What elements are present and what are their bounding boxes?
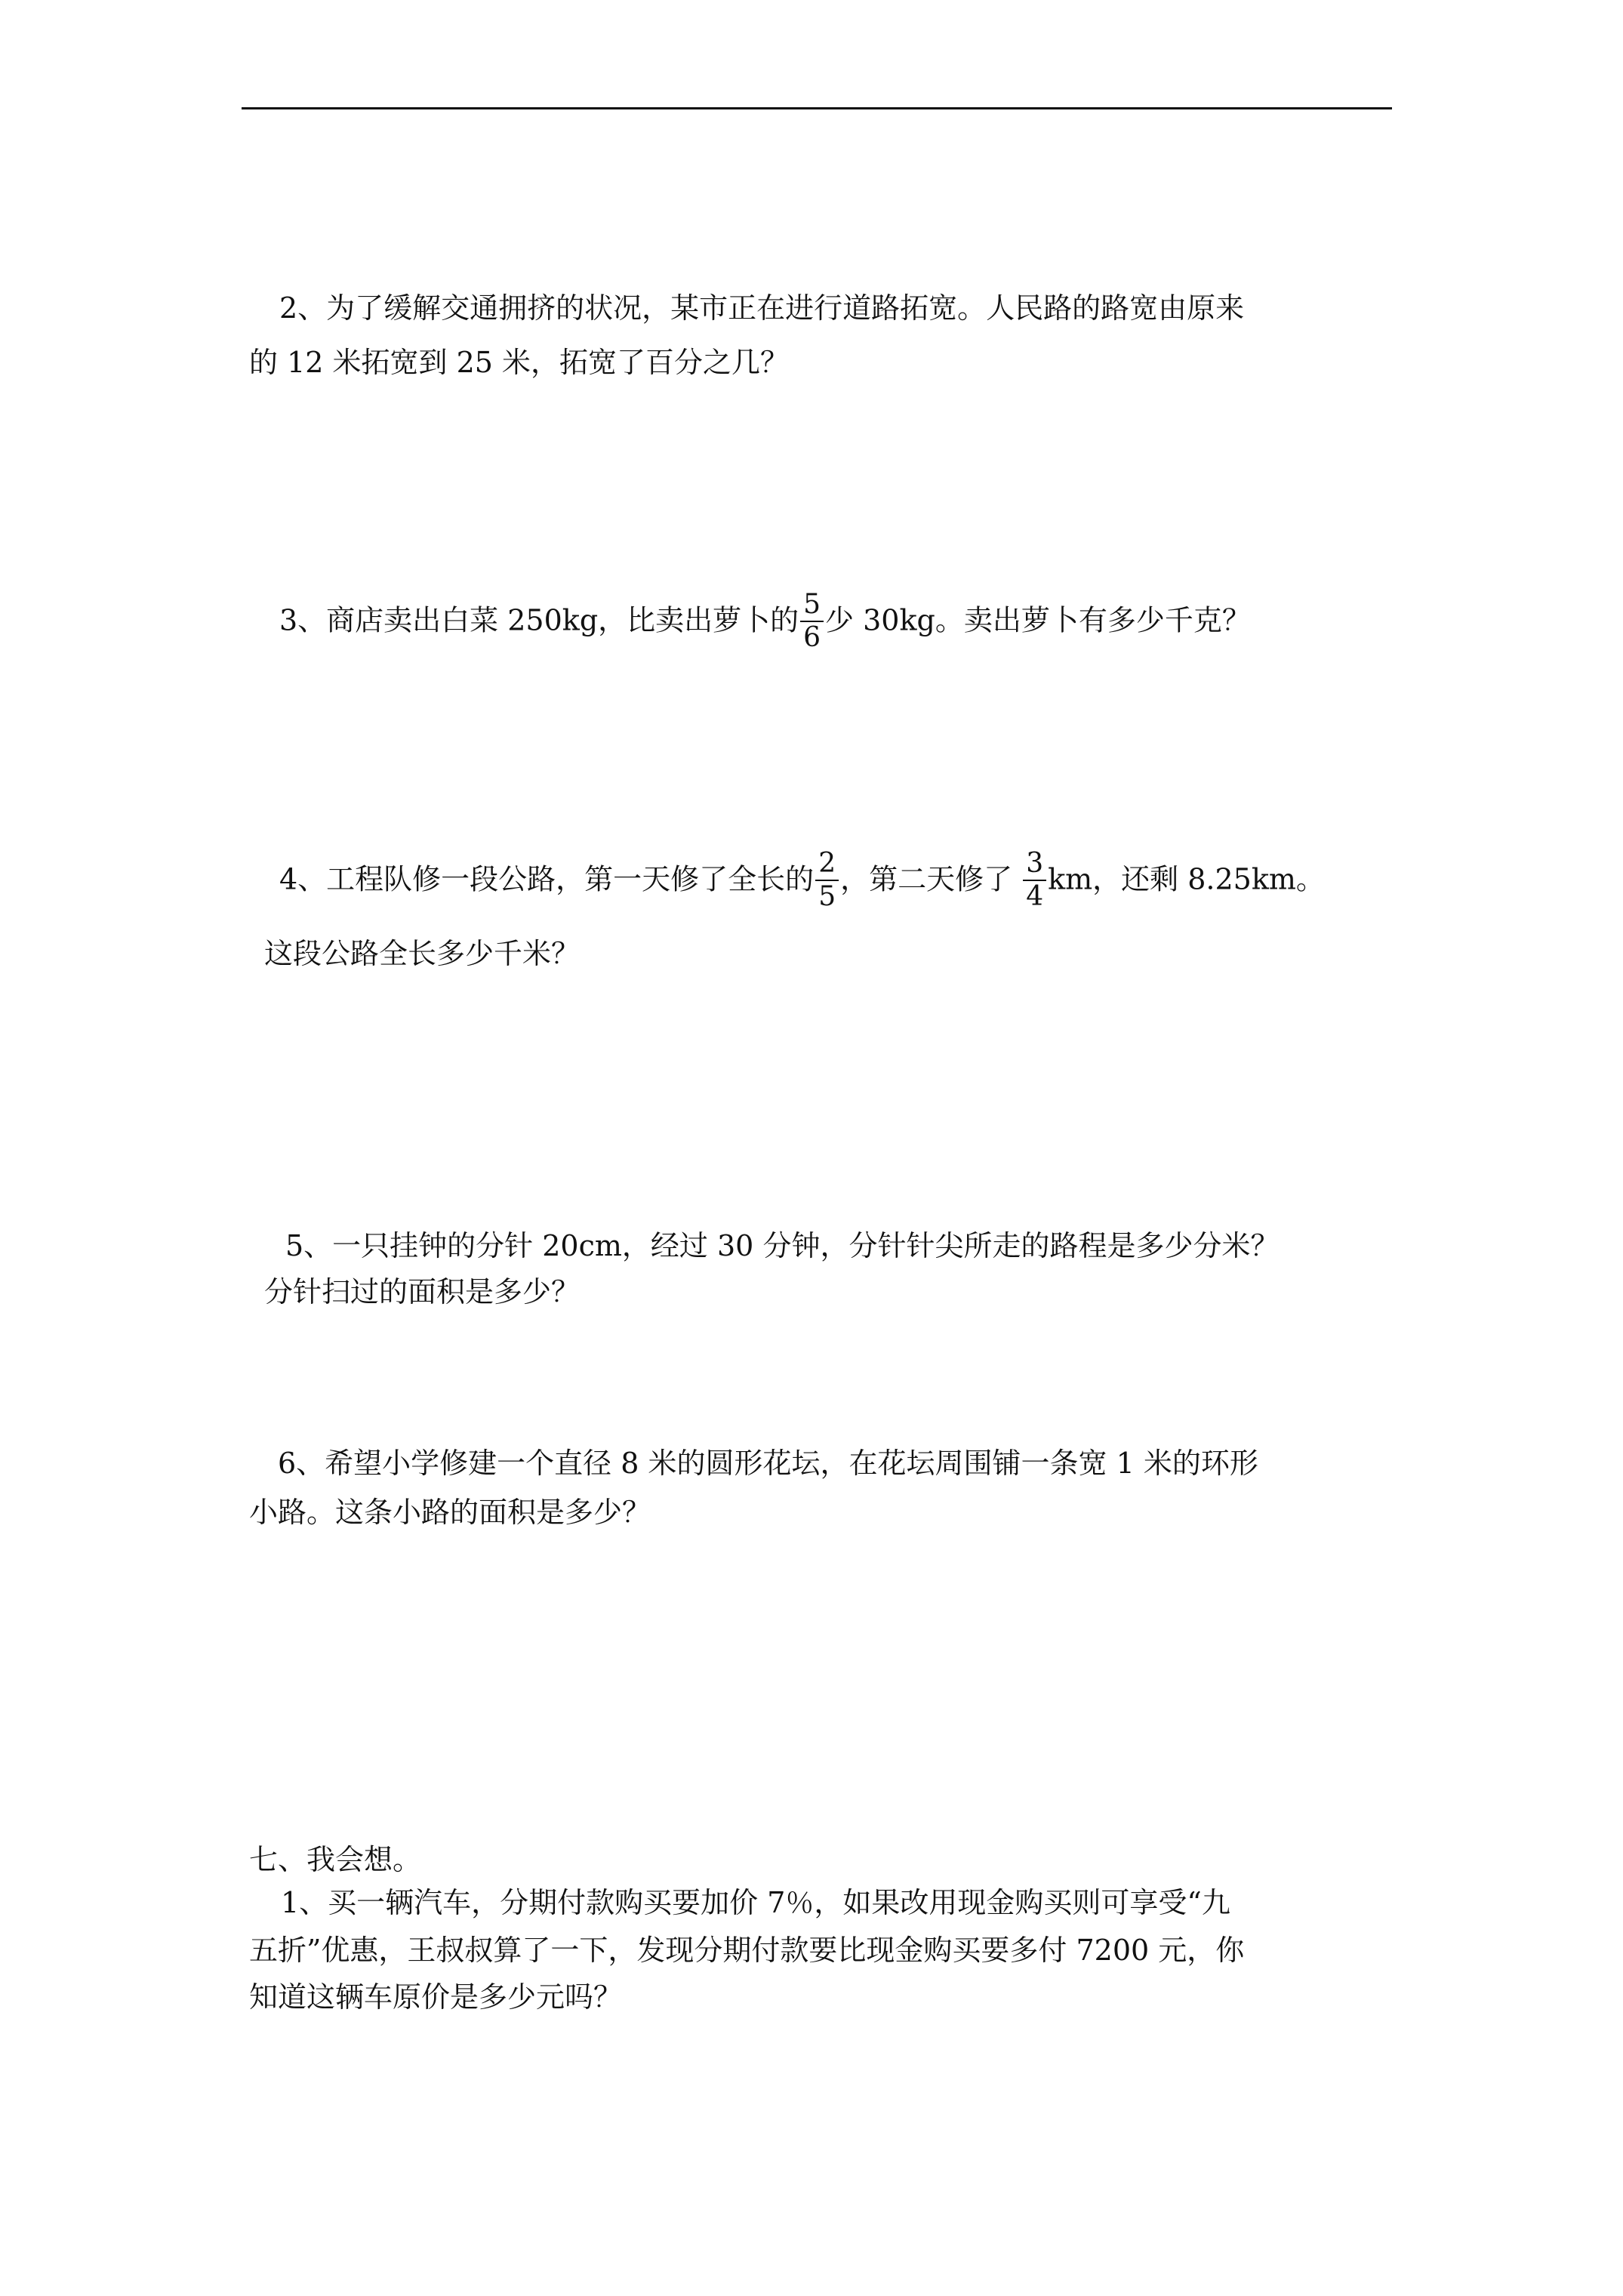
q4-line1 xyxy=(279,849,1325,914)
q6-line1: 6、希望小学修建一个直径 8 米的圆形花坛，在花坛周围铺一条宽 1 米的环形 xyxy=(278,1447,1258,1480)
q4-fraction-2-denominator: 4 xyxy=(1026,881,1044,912)
q3-line xyxy=(279,590,1251,655)
q3-fraction xyxy=(800,589,824,654)
q4-fraction-2 xyxy=(1023,848,1046,913)
q6-line2: 小路。这条小路的面积是多少？ xyxy=(249,1496,651,1529)
q2-line2: 的 12 米拓宽到 25 米，拓宽了百分之几？ xyxy=(249,346,790,379)
q3-text-after: 少 30kg。卖出萝卜有多少千克？ xyxy=(825,603,1251,637)
q3-text-before: 3、商店卖出白菜 250kg，比卖出萝卜的 xyxy=(279,603,799,637)
q4-text-part2: ，第二天修了 xyxy=(840,862,1022,896)
q4-fraction-1 xyxy=(815,848,839,913)
section7-heading: 七、我会想。 xyxy=(249,1843,422,1876)
q4-text-part3: km，还剩 8.25km。 xyxy=(1048,862,1325,896)
q4-fraction-1-denominator: 5 xyxy=(818,881,836,912)
q4-fraction-1-numerator: 2 xyxy=(818,848,836,879)
section7-q1-line2: 五折”优惠，王叔叔算了一下，发现分期付款要比现金购买要多付 7200 元，你 xyxy=(249,1934,1245,1967)
q4-text-part1: 4、工程队修一段公路，第一天修了全长的 xyxy=(279,862,815,896)
header-rule xyxy=(242,107,1392,109)
section7-q1-line1: 1、买一辆汽车，分期付款购买要加价 7％，如果改用现金购买则可享受“九 xyxy=(281,1886,1230,1919)
section7-q1-line3: 知道这辆车原价是多少元吗？ xyxy=(249,1980,623,2014)
q5-line1: 5、一只挂钟的分针 20cm，经过 30 分钟，分针针尖所走的路程是多少分米？ xyxy=(285,1229,1280,1262)
q4-fraction-2-numerator: 3 xyxy=(1026,848,1044,879)
q3-fraction-numerator: 5 xyxy=(803,589,821,620)
q4-line2: 这段公路全长多少千米？ xyxy=(264,937,581,970)
q2-line1: 2、为了缓解交通拥挤的状况，某市正在进行道路拓宽。人民路的路宽由原来 xyxy=(279,291,1245,325)
q3-fraction-denominator: 6 xyxy=(803,622,821,653)
q5-line2: 分针扫过的面积是多少？ xyxy=(264,1275,581,1308)
